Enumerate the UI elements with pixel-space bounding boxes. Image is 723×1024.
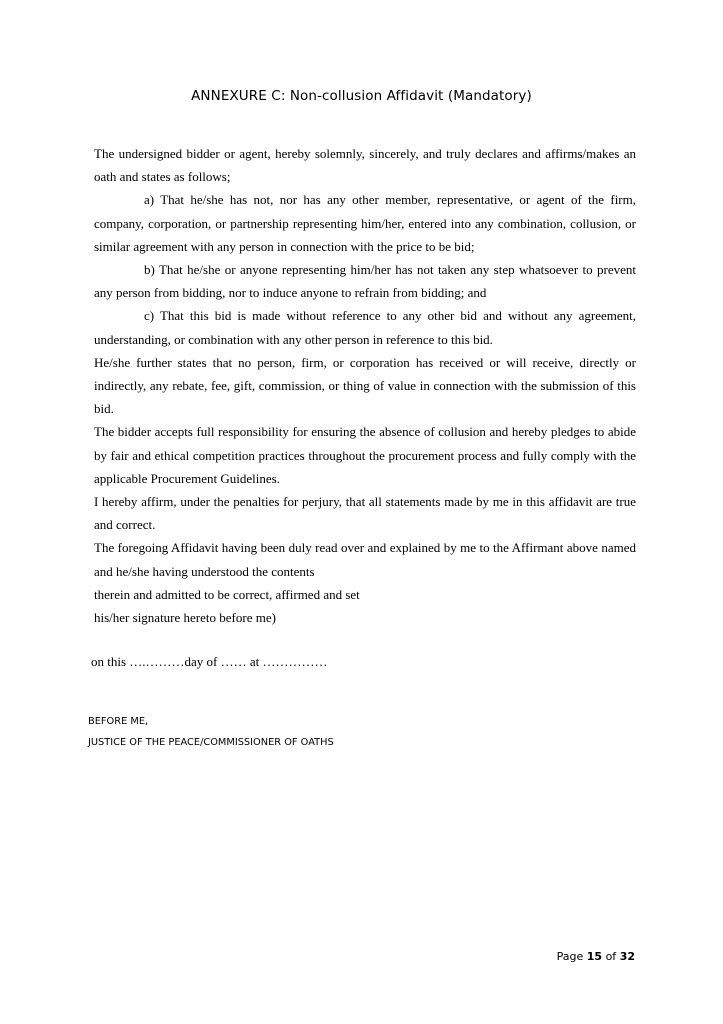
- foregoing-paragraph: The foregoing Affidavit having been duly read over and explained by me to the Affirmant above named and he/she having understood the contents: [94, 540, 636, 579]
- intro-paragraph: The undersigned bidder or agent, hereby solemnly, sincerely, and truly declares and affirms/makes an oath and states as follows;: [94, 146, 636, 185]
- page-number: 15: [586, 950, 603, 963]
- clause-a: a) That he/she has not, nor has any other member, representative, or agent of the firm, company, corporation, or partnership representing him/her, entered into any combination, collusion, or similar agreement with any person in connection with the price to be bid;: [94, 192, 636, 254]
- page-title: ANNEXURE C: Non-collusion Affidavit (Mandatory): [191, 88, 532, 104]
- foregoing-line-3: his/her signature hereto before me): [94, 610, 276, 626]
- further-paragraph: He/she further states that no person, firm, or corporation has received or will receive, directly or indirectly, any rebate, fee, gift, commission, or thing of value in connection with the submission of this bid.: [94, 354, 636, 417]
- responsibility-paragraph: The bidder accepts full responsibility for ensuring the absence of collusion and hereby pledges to abide by fair and ethical competition practices throughout the procurement process and fully comply with the applicable Procurement Guidelines.: [94, 424, 636, 486]
- affirm-paragraph: I hereby affirm, under the penalties for perjury, that all statements made by me in this affidavit are true and correct.: [94, 494, 636, 533]
- page-number-footer: [557, 950, 635, 963]
- affidavit-body: [94, 142, 636, 629]
- commissioner-label: JUSTICE OF THE PEACE/COMMISSIONER OF OATHS: [88, 737, 334, 748]
- before-me-label: BEFORE ME,: [88, 716, 149, 727]
- page-label: Page: [556, 950, 584, 963]
- of-label: of: [605, 950, 617, 963]
- clause-c: c) That this bid is made without reference to any other bid and without any agreement, understanding, or combination with any other person in reference to this bid.: [94, 308, 636, 347]
- date-line: on this ….………day of …… at ……………: [91, 654, 328, 669]
- foregoing-line-2: therein and admitted to be correct, affirmed and set: [94, 586, 360, 602]
- clause-b: b) That he/she or anyone representing him/her has not taken any step whatsoever to prevent any person from bidding, nor to induce anyone to refrain from bidding; and: [94, 262, 636, 301]
- page-total: 32: [619, 950, 635, 963]
